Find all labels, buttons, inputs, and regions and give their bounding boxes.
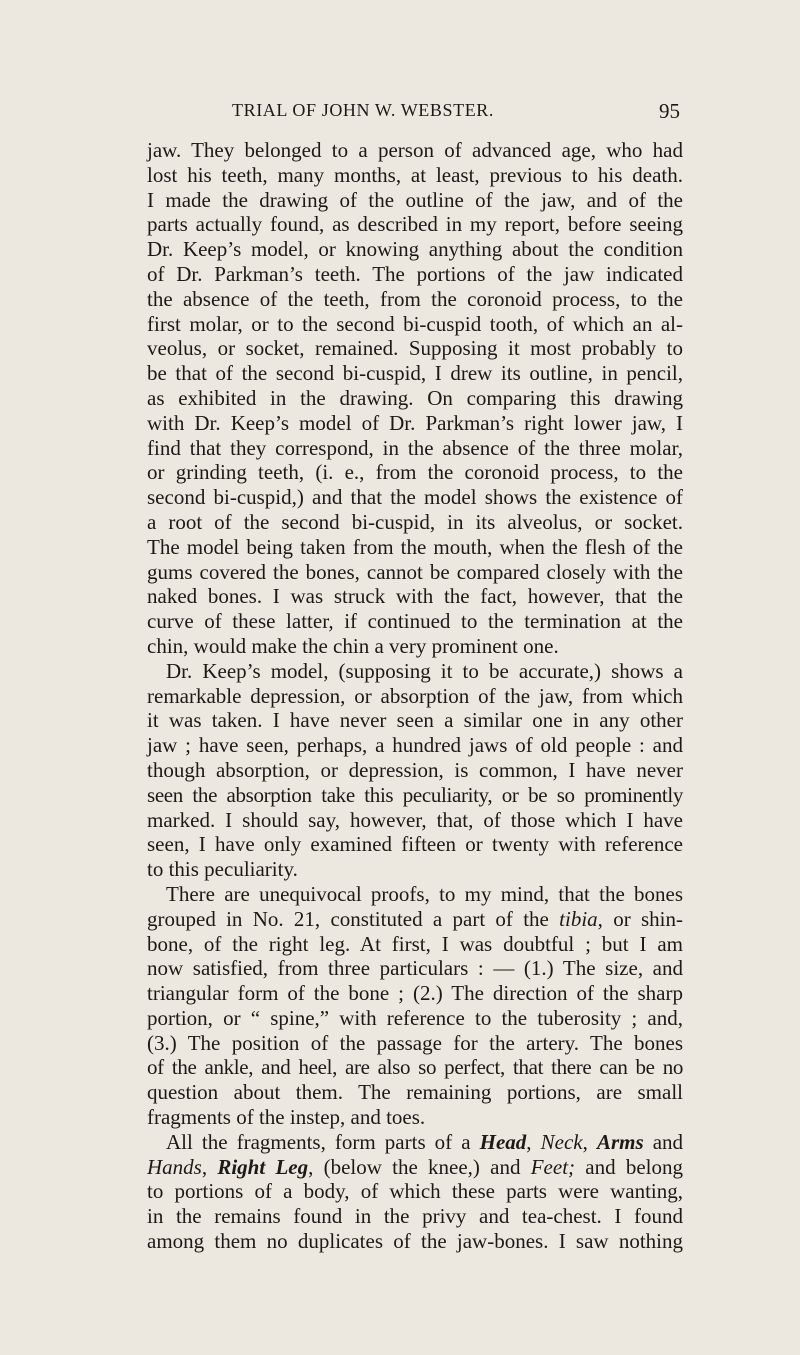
text-line: portion, or “ spine,” with reference to the tuberosity ; and, [147,1005,683,1030]
text-line: curve of these latter, if continued to the termination at the [147,609,683,634]
running-header [232,100,680,130]
emphasis-tibia: tibia [559,906,598,931]
emphasis-head: Head [479,1129,527,1154]
emphasis-feet: Feet; [530,1154,576,1179]
text-run: , [526,1129,541,1154]
text-line [147,1130,683,1155]
text-line: with Dr. Keep’s model of Dr. Parkman’s right lower jaw, I [147,410,683,435]
text-line: triangular form of the bone ; (2.) The direction of the sharp [147,981,683,1006]
text-line: I made the drawing of the outline of the jaw, and of the [147,187,683,212]
emphasis-neck: Neck [540,1129,583,1154]
text-line: of the ankle, and heel, are also so perfect, that there can be no [147,1055,683,1080]
text-line: fragments of the instep, and toes. [147,1105,426,1130]
text-line: it was taken. I have never seen a similar one in any other [147,708,683,733]
text-line: among them no duplicates of the jaw-bones. I saw nothing [147,1229,683,1254]
emphasis-right-leg: Right Leg [217,1154,309,1179]
text-line [147,907,683,932]
text-line: first molar, or to the second bi-cuspid tooth, of which an al- [147,311,683,336]
text-line: seen, I have only examined fifteen or twenty with reference [147,832,683,857]
text-run: , [201,1154,218,1179]
text-line: Dr. Keep’s model, (supposing it to be accurate,) shows a [166,658,683,683]
text-line: Dr. Keep’s model, or knowing anything about the condition [147,237,683,262]
text-line: in the remains found in the privy and tea-chest. I found [147,1204,683,1229]
text-run: , [582,1129,597,1154]
text-line: though absorption, or depression, is common, I have never [147,757,683,782]
text-line: veolus, or socket, remained. Supposing it most probably to [147,336,683,361]
text-line: marked. I should say, however, that, of those which I have [147,807,683,832]
text-line: now satisfied, from three particulars : — (1.) The size, and [147,956,683,981]
text-run: (below the knee,) and [323,1154,531,1179]
text-line: of Dr. Parkman’s teeth. The portions of the jaw indicated [147,261,683,286]
text-line: gums covered the bones, cannot be compared closely with the [147,559,683,584]
running-title: TRIAL OF JOHN W. WEBSTER. [232,100,495,120]
text-line: There are unequivocal proofs, to my mind, that the bones [166,881,683,906]
text-line: (3.) The position of the passage for the artery. The bones [147,1030,683,1055]
text-line: lost his teeth, many months, at least, previous to his death. [147,162,683,187]
text-line: The model being taken from the mouth, when the flesh of the [147,534,683,559]
text-line: chin, would make the chin a very prominent one. [147,633,559,658]
text-line: naked bones. I was struck with the fact, however, that the [147,584,683,609]
text-line: to this peculiarity. [147,857,298,882]
text-line: second bi-cuspid,) and that the model shows the existence of [147,485,683,510]
text-line: question about them. The remaining portions, are small [147,1080,683,1105]
text-line: to portions of a body, of which these parts were wanting, [147,1179,683,1204]
text-line: remarkable depression, or absorption of the jaw, from which [147,683,683,708]
page-number: 95 [659,99,680,123]
text-line: as exhibited in the drawing. On comparing this drawing [147,385,683,410]
text-line: the absence of the teeth, from the coronoid process, to the [147,286,683,311]
text-run: All the fragments, form parts of a [166,1129,480,1154]
emphasis-hands: Hands [147,1154,202,1179]
text-line: or grinding teeth, (i. e., from the coronoid process, to the [147,460,683,485]
text-run: and belong [575,1154,683,1179]
text-line: a root of the second bi-cuspid, in its alveolus, or socket. [147,509,683,534]
text-line: bone, of the right leg. At first, I was doubtful ; but I am [147,931,683,956]
text-run: grouped in No. 21, constituted a part of the [147,906,560,931]
body-text [147,138,683,1254]
text-run: and [643,1129,684,1154]
text-line [147,1155,683,1180]
text-line: find that they correspond, in the absence of the three molar, [147,435,683,460]
text-line: jaw ; have seen, perhaps, a hundred jaws of old people : and [147,733,683,758]
text-run: , or shin- [597,906,683,931]
text-line: be that of the second bi-cuspid, I drew its outline, in pencil, [147,361,683,386]
emphasis-arms: Arms [596,1129,644,1154]
text-line: parts actually found, as described in my report, before seeing [147,212,683,237]
text-line: seen the absorption take this peculiarity, or be so prominently [147,782,683,807]
text-line: jaw. They belonged to a person of advanced age, who had [147,138,683,162]
text-run: , [308,1154,324,1179]
